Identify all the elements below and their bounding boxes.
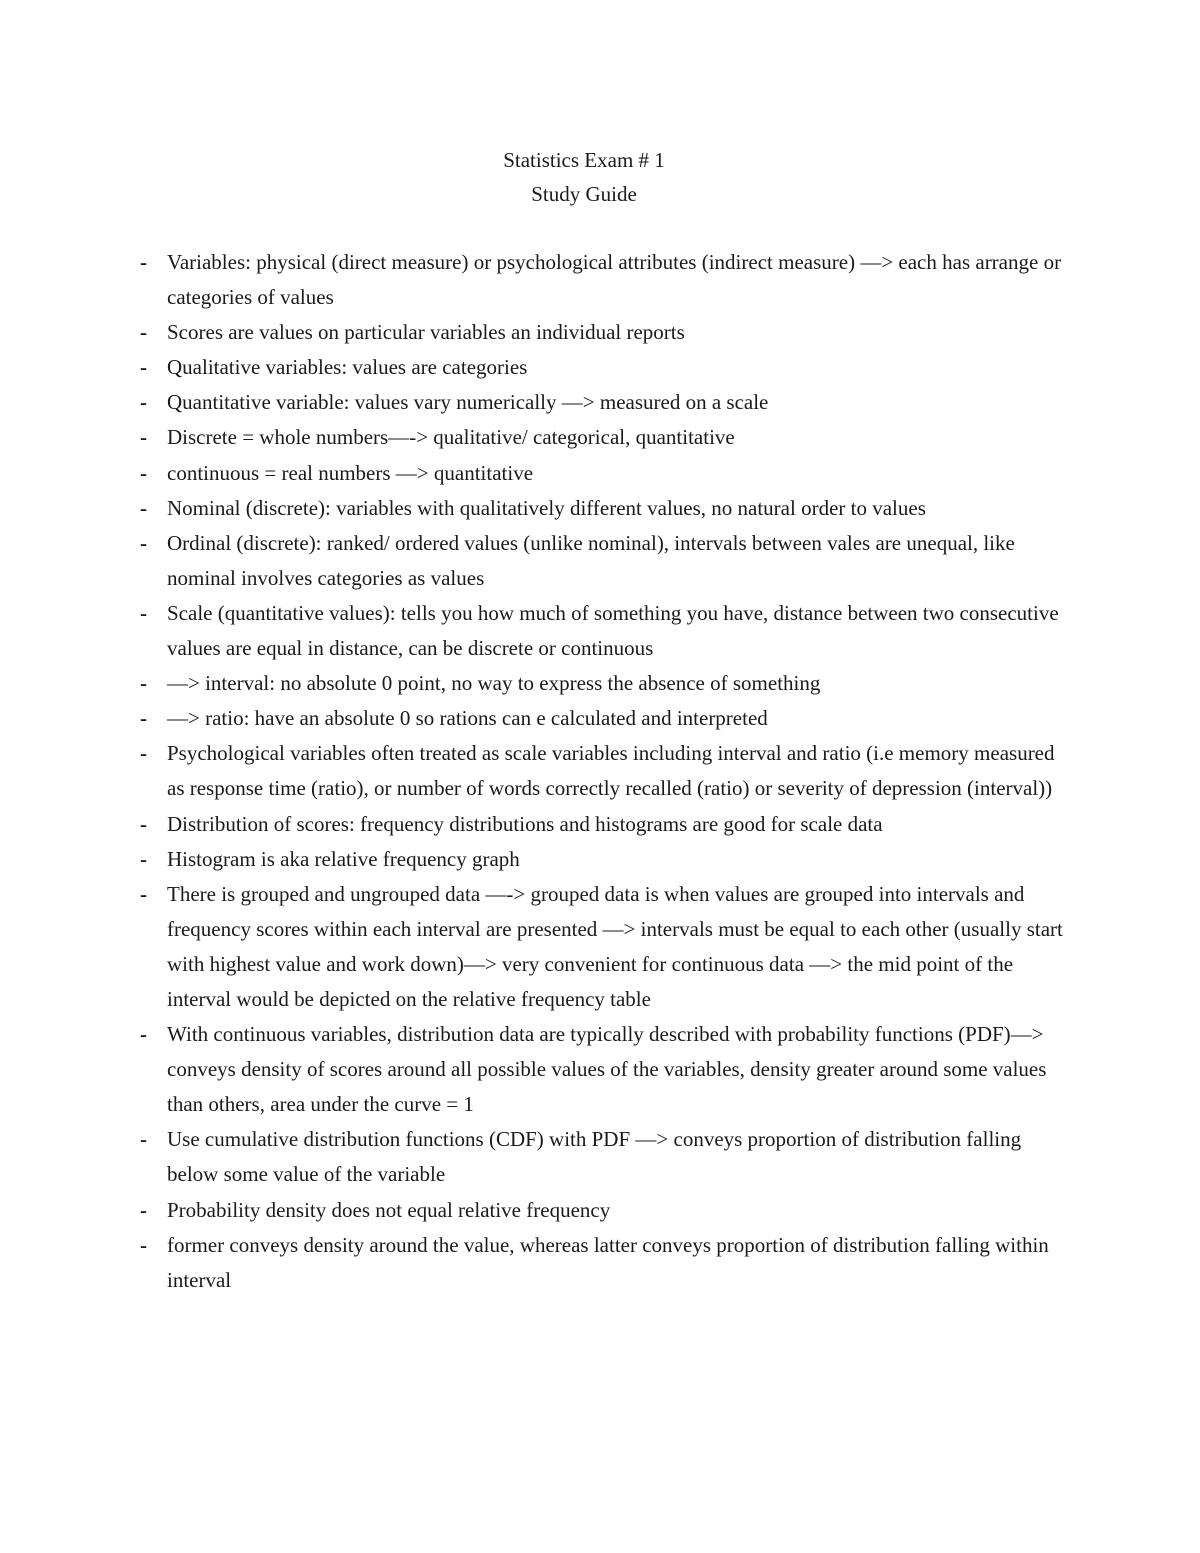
- bullet-marker: -: [140, 1127, 147, 1152]
- list-item-text: Nominal (discrete): variables with qualitatively different values, no natural order to values: [167, 495, 926, 520]
- list-item: [140, 420, 1070, 455]
- list-item-text: There is grouped and ungrouped data —-> grouped data is when values are grouped into intervals and frequency scores within each interval are presented —> intervals must be equal to each other (usually start with highest value and work down)—> very convenient for continuous data —> the mid point of the interval would be depicted on the relative frequency table: [167, 881, 1063, 1011]
- list-item: [140, 245, 1070, 315]
- bullet-marker: -: [140, 460, 147, 485]
- list-item-text: Psychological variables often treated as scale variables including interval and ratio (i.e memory measured as response time (ratio), or number of words correctly recalled (ratio) or severity of depression (interval)): [167, 741, 1055, 801]
- list-item-text: Distribution of scores: frequency distributions and histograms are good for scale data: [167, 811, 883, 836]
- bullet-marker: -: [140, 706, 147, 731]
- bullet-marker: -: [140, 1022, 147, 1047]
- bullet-marker: -: [140, 741, 147, 766]
- list-item: [140, 877, 1070, 1017]
- page-subtitle: Study Guide: [531, 182, 637, 206]
- page-title: Statistics Exam # 1: [503, 148, 665, 172]
- bullet-marker: -: [140, 600, 147, 625]
- list-item-text: Scale (quantitative values): tells you how much of something you have, distance between two consecutive values are equal in distance, can be discrete or continuous: [167, 600, 1059, 661]
- list-item: [140, 807, 1070, 842]
- bullet-marker: -: [140, 811, 147, 836]
- list-item-text: former conveys density around the value, whereas latter conveys proportion of distribution falling within interval: [167, 1232, 1049, 1292]
- bullet-marker: -: [140, 846, 147, 871]
- list-item: [140, 526, 1070, 596]
- list-item: [140, 736, 1070, 806]
- bullet-marker: -: [140, 320, 147, 345]
- bullet-marker: -: [140, 530, 147, 555]
- bullet-marker: -: [140, 881, 147, 906]
- bullet-marker: -: [140, 495, 147, 520]
- bullet-marker: -: [140, 355, 147, 380]
- list-item-text: With continuous variables, distribution data are typically described with probability functions (PDF)—> conveys density of scores around all possible values of the variables, density greater around some values than others, area under the curve = 1: [167, 1022, 1047, 1117]
- list-item-text: Variables: physical (direct measure) or psychological attributes (indirect measure) —> each has arrange or categories of values: [167, 250, 1062, 310]
- list-item-text: Histogram is aka relative frequency graph: [167, 846, 520, 871]
- list-item: [140, 1228, 1070, 1298]
- list-item-text: Scores are values on particular variables an individual reports: [167, 320, 685, 345]
- list-item: [140, 1193, 1070, 1228]
- list-item-text: continuous = real numbers —> quantitative: [167, 460, 534, 485]
- bullet-marker: -: [140, 1232, 147, 1257]
- list-item: [140, 1122, 1070, 1192]
- list-item: [140, 842, 1070, 877]
- bullet-marker: -: [140, 671, 147, 696]
- list-item: [140, 701, 1070, 736]
- list-item: [140, 456, 1070, 491]
- list-item: [140, 1017, 1070, 1122]
- bullet-list: [140, 245, 1070, 1298]
- title-block: [0, 143, 1168, 211]
- list-item: [140, 315, 1070, 350]
- list-item-text: —> ratio: have an absolute 0 so rations can e calculated and interpreted: [167, 706, 768, 731]
- list-item-text: Quantitative variable: values vary numerically —> measured on a scale: [167, 390, 769, 415]
- list-item-text: —> interval: no absolute 0 point, no way to express the absence of something: [167, 671, 821, 696]
- list-item-text: Probability density does not equal relative frequency: [167, 1197, 611, 1222]
- list-item: [140, 350, 1070, 385]
- bullet-marker: -: [140, 1197, 147, 1222]
- list-item: [140, 385, 1070, 420]
- bullet-marker: -: [140, 390, 147, 415]
- list-item-text: Qualitative variables: values are categories: [167, 355, 528, 380]
- list-item: [140, 491, 1070, 526]
- list-item-text: Ordinal (discrete): ranked/ ordered values (unlike nominal), intervals between vales are unequal, like nominal involves categories as values: [167, 530, 1015, 590]
- bullet-marker: -: [140, 250, 147, 274]
- list-item: [140, 666, 1070, 701]
- list-item-text: Use cumulative distribution functions (CDF) with PDF —> conveys proportion of distribution falling below some value of the variable: [167, 1127, 1022, 1187]
- list-item: [140, 596, 1070, 666]
- bullet-marker: -: [140, 425, 147, 450]
- list-item-text: Discrete = whole numbers—-> qualitative/ categorical, quantitative: [167, 425, 735, 450]
